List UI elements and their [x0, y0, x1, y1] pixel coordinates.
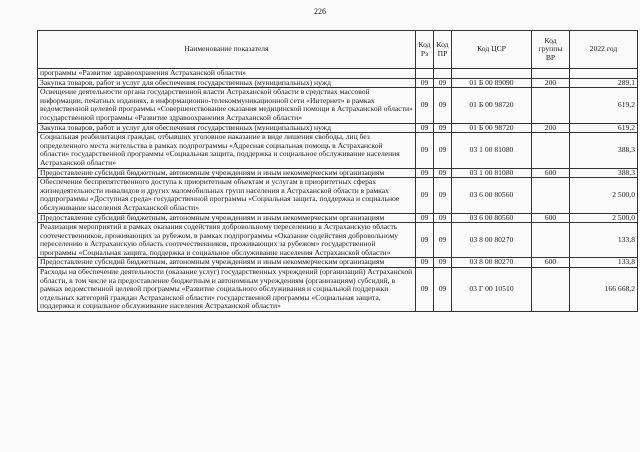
row-rz: 09 [416, 168, 434, 178]
page-number: 226 [314, 7, 326, 16]
row-pr: 09 [434, 168, 452, 178]
row-pr: 09 [434, 78, 452, 88]
row-rz: 09 [416, 78, 434, 88]
row-vr [532, 88, 570, 123]
row-pr: 09 [434, 213, 452, 223]
row-name: Закупка товаров, работ и услуг для обеспечения государственных (муниципальных) нужд [38, 78, 416, 88]
row-name: Реализация мероприятий в рамках оказания содействия добровольному переселению в Астраханскую область соотечественников, проживающих за рубежом, в рамках подпрограммы «Оказание содействия добровольному переселению в Астраханскую область соотечественников, проживающих за рубежом» государственной программы «Социальная защита, поддержка и социальное обслуживание населения Астраханской области» [38, 223, 416, 258]
table-row [38, 88, 638, 123]
row-amount: 2 500,0 [570, 213, 638, 223]
row-rz: 09 [416, 88, 434, 123]
row-rz [416, 69, 434, 79]
row-rz: 09 [416, 223, 434, 258]
row-amount: 289,1 [570, 78, 638, 88]
table-row [38, 133, 638, 168]
row-amount: 619,2 [570, 123, 638, 133]
row-csr: 03 1 00 81080 [452, 133, 532, 168]
row-vr: 600 [532, 213, 570, 223]
row-csr: 03 1 00 81080 [452, 168, 532, 178]
row-name: программы «Развитие здравоохранения Астраханской области» [38, 69, 416, 79]
row-name: Обеспечение беспрепятственного доступа к приоритетным объектам и услугам в приоритетных сферах жизнедеятельности инвалидов и других маломобильных групп населения в Астраханской области в рамках подпрограммы «Доступная среда» государственной программы «Социальная защита, поддержка и социальное обслуживание населения Астраханской области» [38, 178, 416, 213]
row-amount: 2 500,0 [570, 178, 638, 213]
row-pr: 09 [434, 178, 452, 213]
header-year: 2022 год [570, 31, 638, 69]
row-rz: 09 [416, 123, 434, 133]
row-vr [532, 133, 570, 168]
row-rz: 09 [416, 178, 434, 213]
row-amount: 388,3 [570, 168, 638, 178]
table-row [38, 123, 638, 133]
row-amount: 619,2 [570, 88, 638, 123]
row-vr: 600 [532, 258, 570, 268]
header-csr: Код ЦСР [452, 31, 532, 69]
table-header-row [38, 31, 638, 69]
row-csr: 01 Б 00 98720 [452, 123, 532, 133]
row-pr: 09 [434, 258, 452, 268]
row-name: Предоставление субсидий бюджетным, автономным учреждениям и иным некоммерческим организациям [38, 213, 416, 223]
row-csr: 01 Б 00 98720 [452, 88, 532, 123]
row-name: Расходы на обеспечение деятельности (оказание услуг) государственных учреждений (организаций) Астраханской области, в том числе на предоставление бюджетным и автономным учреждениям (организациям) субсидий, в рамках ведомственной целевой программы «Развитие социального обслуживания и социальной поддержки отдельных категорий граждан Астраханской области» государственной программы «Социальная защита, поддержка и социальное обслуживание населения Астраханской области» [38, 268, 416, 312]
table-row [38, 178, 638, 213]
row-pr: 09 [434, 223, 452, 258]
row-amount [570, 69, 638, 79]
row-csr: 03 6 00 80560 [452, 213, 532, 223]
row-amount: 388,3 [570, 133, 638, 168]
header-vr: Код группы ВР [532, 31, 570, 69]
table-row [38, 258, 638, 268]
row-name: Предоставление субсидий бюджетным, автономным учреждениям и иным некоммерческим организациям [38, 168, 416, 178]
table-row [38, 168, 638, 178]
row-vr: 200 [532, 78, 570, 88]
row-vr [532, 268, 570, 312]
row-pr: 09 [434, 123, 452, 133]
row-name: Социальная реабилитация граждан, отбывших уголовное наказание в виде лишения свободы, лиц без определенного места жительства в рамках подпрограммы «Адресная социальная помощь в Астраханской области» государственной программы «Социальная защита, поддержка и социальное обслуживание населения Астраханской области» [38, 133, 416, 168]
row-pr: 09 [434, 268, 452, 312]
header-name: Наименование показателя [38, 31, 416, 69]
row-pr: 09 [434, 88, 452, 123]
table-row [38, 268, 638, 312]
row-rz: 09 [416, 258, 434, 268]
row-csr: 03 8 00 80270 [452, 258, 532, 268]
row-csr: 03 8 00 80270 [452, 223, 532, 258]
row-pr: 09 [434, 133, 452, 168]
table-row [38, 78, 638, 88]
row-vr [532, 223, 570, 258]
row-csr: 03 Г 00 10510 [452, 268, 532, 312]
row-rz: 09 [416, 133, 434, 168]
table-row [38, 213, 638, 223]
row-amount: 133,8 [570, 223, 638, 258]
row-name: Предоставление субсидий бюджетным, автономным учреждениям и иным некоммерческим организациям [38, 258, 416, 268]
row-name: Закупка товаров, работ и услуг для обеспечения государственных (муниципальных) нужд [38, 123, 416, 133]
row-csr: 01 Б 00 89090 [452, 78, 532, 88]
row-vr: 200 [532, 123, 570, 133]
row-amount: 166 668,2 [570, 268, 638, 312]
header-pr: Код ПР [434, 31, 452, 69]
row-pr [434, 69, 452, 79]
table-row [38, 69, 638, 79]
table-row [38, 223, 638, 258]
budget-table [37, 30, 638, 312]
row-vr [532, 69, 570, 79]
row-vr: 600 [532, 168, 570, 178]
row-csr [452, 69, 532, 79]
row-rz: 09 [416, 213, 434, 223]
row-rz: 09 [416, 268, 434, 312]
header-rz: Код Рз [416, 31, 434, 69]
row-csr: 03 6 00 80560 [452, 178, 532, 213]
row-vr [532, 178, 570, 213]
row-name: Освещение деятельности органа государственной власти Астраханской области в средствах массовой информации, печатных изданиях, в информационно-телекоммуникационной сети «Интернет» в рамках ведомственной целевой программы «Совершенствование оказания медицинской помощи в Астраханской области» государственной программы «Развитие здравоохранения Астраханской области» [38, 88, 416, 123]
row-amount: 133,8 [570, 258, 638, 268]
